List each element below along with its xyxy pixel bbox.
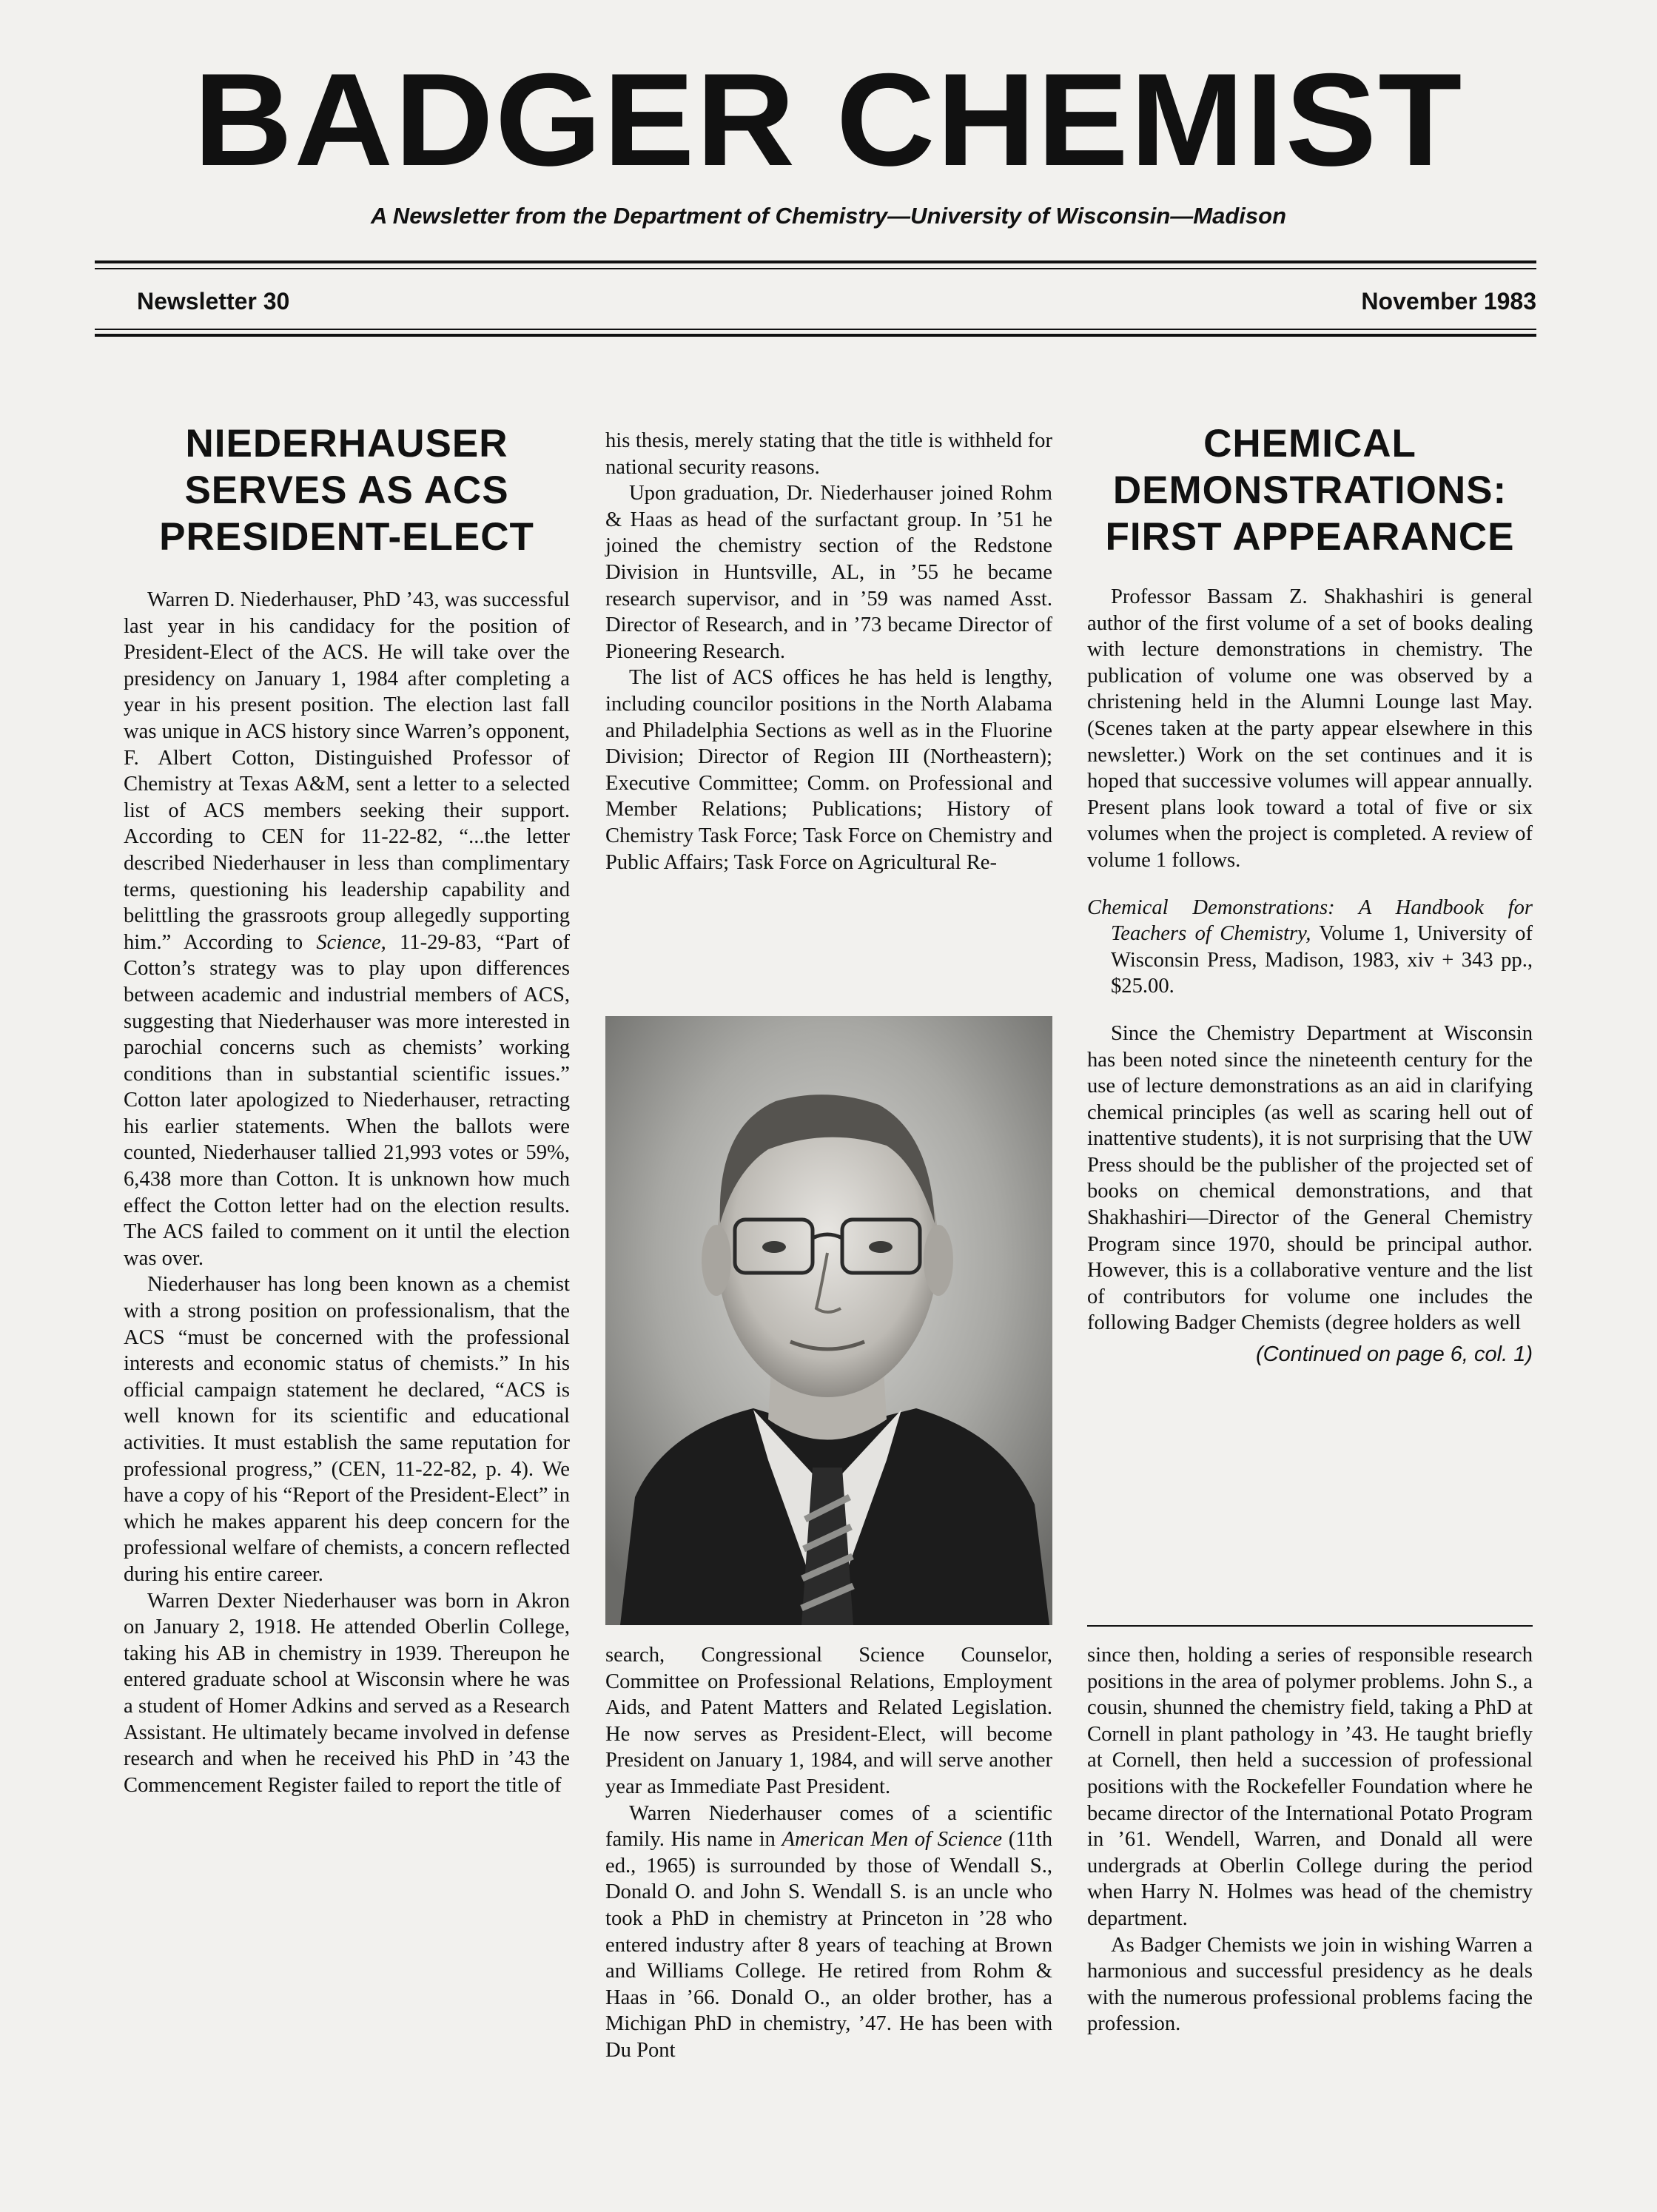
column-3-top [1087,420,1533,1369]
portrait-illustration [605,1016,1052,1625]
headline-chemical-demonstrations: CHEMICAL DEMONSTRATIONS: FIRST APPEARANCE [1105,422,1515,559]
book-citation: Chemical Demonstrations: A Handbook for Teachers of Chemistry, Volume 1, University of Wisconsin Press, Madison, 1983, xiv + 343 pp., $25.00. [1087,895,1533,998]
article1-paragraph: As Badger Chemists we join in wishing Warren a harmonious and successful presidency as he deals with the numerous professional problems facing the profession. [1087,1933,1533,2036]
issue-row [137,285,1536,317]
portrait-photo [605,1016,1052,1625]
top-rule-thin [95,268,1536,269]
column-3-bottom [1087,1642,1533,2037]
column-1 [124,420,570,1798]
article1-paragraph: Warren Dexter Niederhauser was born in Akron on January 2, 1918. He attended Oberlin College, taking his AB in chemistry in 1939. Thereupon he entered graduate school at Wisconsin where he was a student of Homer Adkins and served as a Research Assistant. He ultimately became involved in defense research and when he received his PhD in ’43 the Commencement Register failed to report the title of [124,1589,570,1797]
bottom-rule-thin [95,329,1536,330]
article1-paragraph: Warren Niederhauser comes of a scientific family. His name in American Men of Science (11th ed., 1965) is surrounded by those of Wendall S., Donald O. and John S. Wendall S. is an uncle who took a PhD in chemistry at Princeton in ’28 who entered industry after 8 years of teaching at Brown and Williams College. He retired from Rohm & Haas in ’66. Donald O., an older brother, has a Michigan PhD in chemistry, ’47. He has been with Du Pont [605,1801,1052,2062]
bottom-rule-thick [95,334,1536,337]
article1-paragraph: Niederhauser has long been known as a chemist with a strong position on professionalism, that the ACS “must be concerned with the professional interests and economic status of chemists.” In his official campaign statement he declared, “ACS is well known for its scientific and educational activities. It must establish the same reputation for professional progress,” (CEN, 11-22-82, p. 4). We have a copy of his “Report of the President-Elect” in which he makes apparent his deep concern for the professional welfare of chemists, a concern reflected during his entire career. [124,1273,570,1586]
newsletter-title: BADGER CHEMIST [193,46,1464,193]
article1-paragraph: search, Congressional Science Counselor, Committee on Professional Relations, Employment Aids, and Patent Matters and Related Legislation. He now serves as President-Elect, will become President on January 1, 1984, and will serve another year as Immediate Past President. [605,1644,1052,1798]
issue-date: November 1983 [1361,288,1536,315]
article1-paragraph: The list of ACS offices he has held is lengthy, including councilor positions in the North Alabama and Philadelphia Sections as well as in the Fluorine Division; Director of Region III (Northeastern); Executive Committee; Comm. on Professional and Member Relations; Publications; History of Chemistry Task Force; Task Force on Chemistry and Public Affairs; Task Force on Agricultural Re- [605,666,1052,874]
column-2-bottom [605,1642,1052,2064]
newsletter-tagline: A Newsletter from the Department of Chemistry—University of Wisconsin—Madison [370,203,1287,229]
article1-paragraph: his thesis, merely stating that the title is withheld for national security reasons. [605,429,1052,479]
column-2-top [605,428,1052,875]
article1-paragraph: Warren D. Niederhauser, PhD ’43, was successful last year in his candidacy for the position of President-Elect of the ACS. He will take over the presidency on January 1, 1984 after completing a year in his present position. The election last fall was unique in ACS history since Warren’s opponent, F. Albert Cotton, Distinguished Professor of Chemistry at Texas A&M, sent a letter to a selected list of ACS members seeking their support. According to CEN for 11-22-82, “...the letter described Niederhauser in less than complimentary terms, questioning his leadership capability and belittling the grassroots group allegedly supporting him.” According to Science, 11-29-83, “Part of Cotton’s strategy was to play upon differences between academic and industrial members of ACS, suggesting that Niederhauser was more interested in parochial concerns such as chemists’ working conditions than in substantial scientific issues.” Cotton later apologized to Niederhauser, retracting his earlier statements. When the ballots were counted, Niederhauser tallied 21,993 votes or 59%, 6,438 more than Cotton. It is unknown how much effect the Cotton letter had on the election results. The ACS failed to comment on it until the election was over. [124,588,570,1270]
headline-niederhauser: NIEDERHAUSER SERVES AS ACS PRESIDENT-ELECT [159,422,534,559]
article1-paragraph: since then, holding a series of responsible research positions in the area of polymer problems. John S., a cousin, shunned the chemistry field, taking a PhD at Cornell in plant pathology in ’43. He taught briefly at Cornell, then held a succession of professional positions with the Rockefeller Foundation where he became director of the International Potato Program in ’61. Wendell, Warren, and Donald all were undergrads at Oberlin College during the period when Harry N. Holmes was head of the chemistry department. [1087,1644,1533,1930]
article1-paragraph: Upon graduation, Dr. Niederhauser joined Rohm & Haas as head of the surfactant group. In ’51 he joined the chemistry section of the Redstone Division in Huntsville, AL, in ’55 he became research supervisor, and in ’59 was named Asst. Director of Research, and in ’73 became Director of Pioneering Research. [605,482,1052,663]
article2-paragraph: Since the Chemistry Department at Wisconsin has been noted since the nineteenth century for the use of lecture demonstrations as an aid in clarifying chemical principles (as well as scaring hell out of inattentive students), it is not surprising that the UW Press should be the publisher of the projected set of books on chemical demonstrations, and that Shakhashiri—Director of the General Chemistry Program since 1970, should be principal author. However, this is a collaborative venture and the list of contributors for volume one includes the following Badger Chemists (degree holders as well [1087,1021,1533,1335]
column-3-separator [1087,1625,1533,1627]
article2-paragraph: Professor Bassam Z. Shakhashiri is general author of the first volume of a set of books dealing with lecture demonstrations in chemistry. The publication of volume one was observed by a christening held in the Alumni Lounge last May. (Scenes taken at the party appear elsewhere in this newsletter.) Work on the set continues and it is hoped that successive volumes will appear annually. Present plans look toward a total of five or six volumes when the project is completed. A review of volume 1 follows. [1087,585,1533,872]
top-rule-thick [95,260,1536,263]
issue-number: Newsletter 30 [137,288,290,315]
continued-note: (Continued on page 6, col. 1) [1255,1342,1533,1367]
